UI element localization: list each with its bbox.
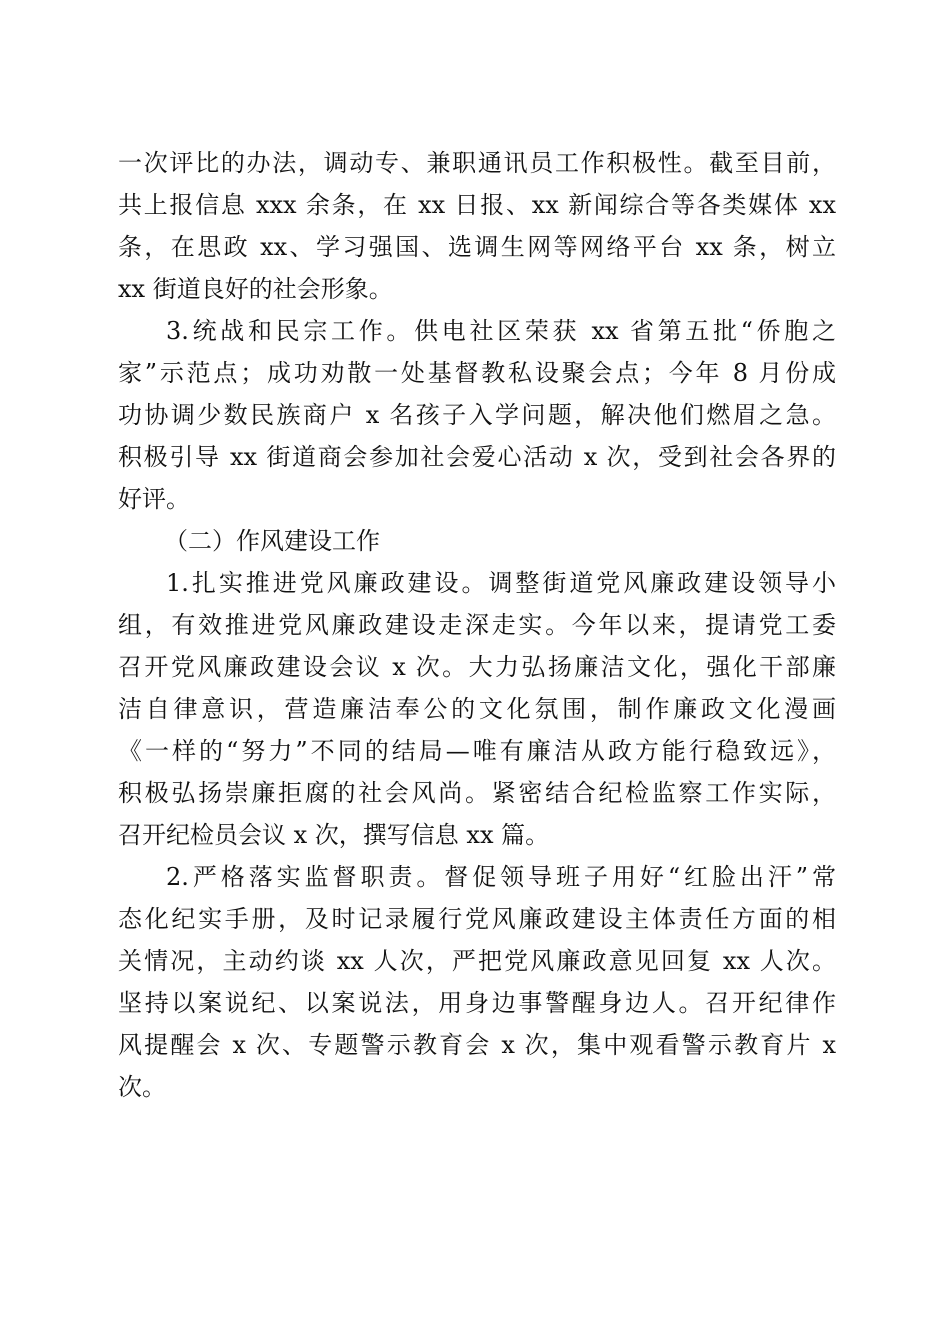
text-line: 召开党风廉政建设会议 x 次。大力弘扬廉洁文化，强化干部廉	[118, 653, 836, 681]
text-line: 共上报信息 xxx 余条，在 xx 日报、xx 新闻综合等各类媒体 xx	[118, 191, 836, 219]
text-line: 好评。	[118, 485, 190, 513]
paragraph-party-conduct	[118, 562, 836, 856]
section-heading: （二）作风建设工作	[164, 527, 380, 555]
text-line: 1.扎实推进党风廉政建设。调整街道党风廉政建设领导小	[166, 569, 836, 597]
paragraph-supervision	[118, 856, 836, 1108]
text-line: 坚持以案说纪、以案说法，用身边事警醒身边人。召开纪律作	[118, 989, 836, 1017]
text-line: 关情况，主动约谈 xx 人次，严把党风廉政意见回复 xx 人次。	[118, 947, 836, 975]
text-line: xx 街道良好的社会形象。	[118, 275, 393, 303]
document-body	[118, 142, 836, 1108]
text-line: 积极弘扬崇廉拒腐的社会风尚。紧密结合纪检监察工作实际，	[118, 779, 836, 807]
text-line: 一次评比的办法，调动专、兼职通讯员工作积极性。截至目前，	[118, 149, 836, 177]
text-line: 次。	[118, 1073, 166, 1101]
text-line: 2.严格落实监督职责。督促领导班子用好“红脸出汗”常	[166, 863, 836, 891]
text-line: 召开纪检员会议 x 次，撰写信息 xx 篇。	[118, 821, 550, 849]
text-line: 3.统战和民宗工作。供电社区荣获 xx 省第五批“侨胞之	[166, 317, 836, 345]
text-line: 态化纪实手册，及时记录履行党风廉政建设主体责任方面的相	[118, 905, 836, 933]
text-line: 风提醒会 x 次、专题警示教育会 x 次，集中观看警示教育片 x	[118, 1031, 836, 1059]
text-line: 家”示范点；成功劝散一处基督教私设聚会点；今年 8 月份成	[118, 359, 836, 387]
text-line: 《一样的“努力”不同的结局—唯有廉洁从政方能行稳致远》，	[118, 737, 836, 765]
paragraph-united-front	[118, 310, 836, 520]
text-line: 条，在思政 xx、学习强国、选调生网等网络平台 xx 条，树立	[118, 233, 836, 261]
paragraph-publicity	[118, 142, 836, 310]
text-line: 洁自律意识，营造廉洁奉公的文化氛围，制作廉政文化漫画	[118, 695, 836, 723]
text-line: 积极引导 xx 街道商会参加社会爱心活动 x 次，受到社会各界的	[118, 443, 836, 471]
text-line: 功协调少数民族商户 x 名孩子入学问题，解决他们燃眉之急。	[118, 401, 836, 429]
text-line: 组，有效推进党风廉政建设走深走实。今年以来，提请党工委	[118, 611, 836, 639]
